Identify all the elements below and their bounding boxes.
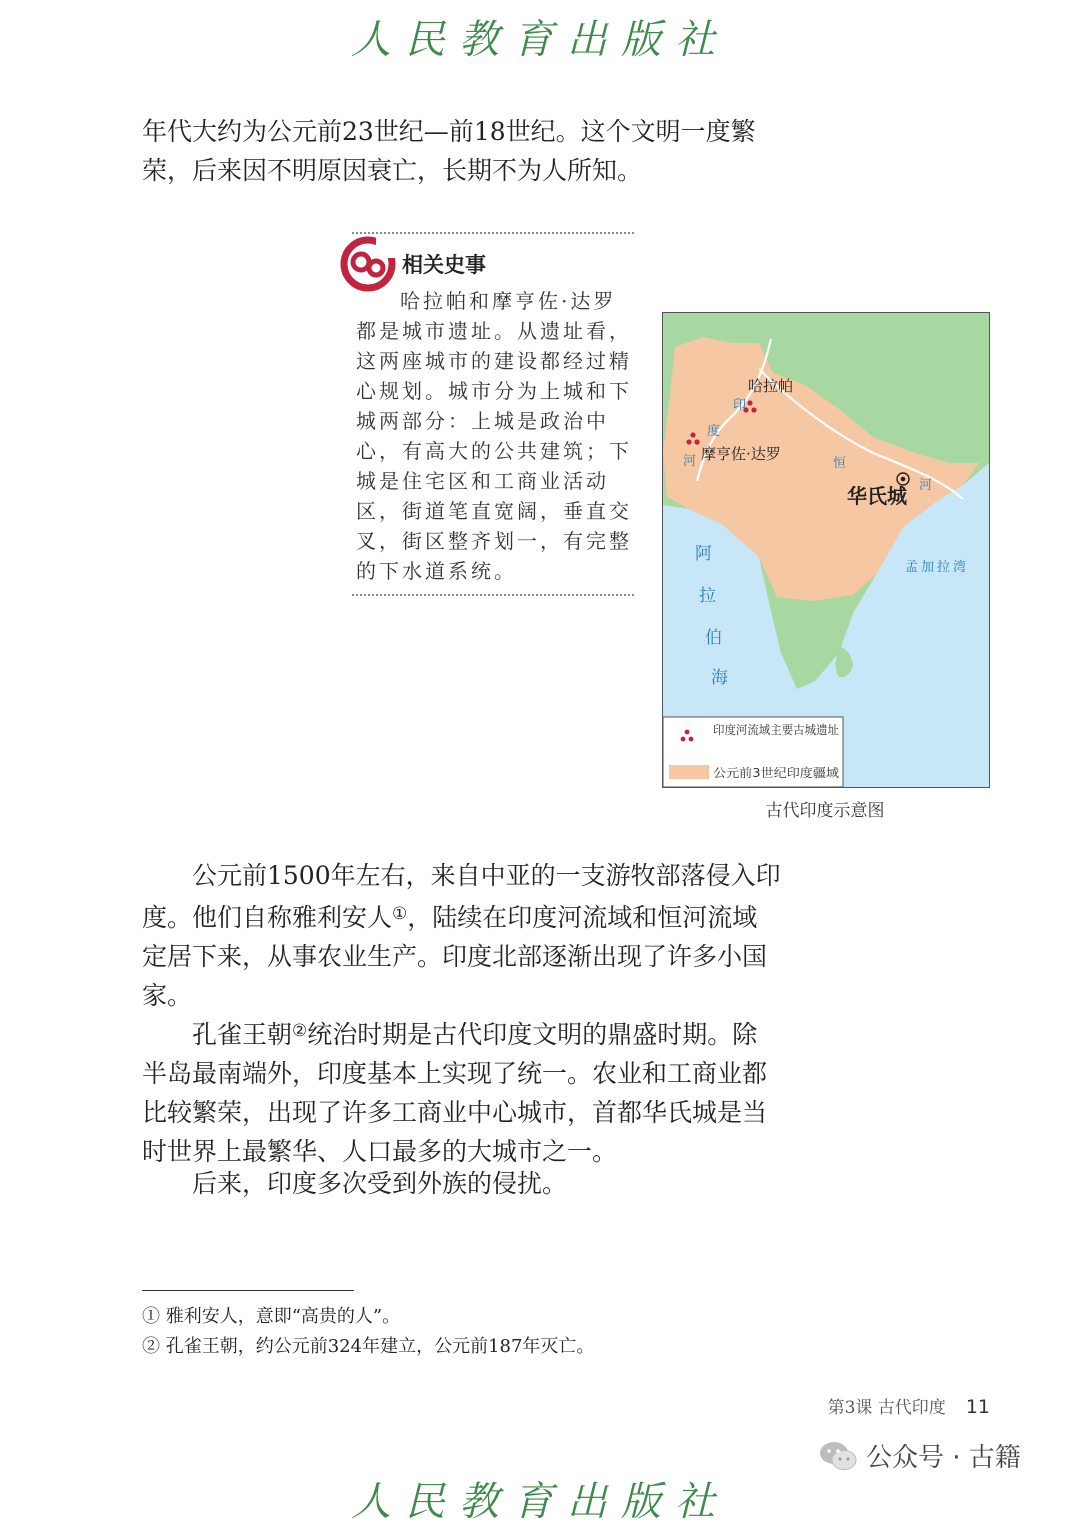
label-indus-1: 印 bbox=[733, 398, 747, 413]
page-footer bbox=[760, 1393, 990, 1418]
legend-territory-label: 公元前3世纪印度疆域 bbox=[713, 766, 829, 780]
footnote-divider bbox=[142, 1290, 354, 1291]
paragraph-4: 后来，印度多次受到外族的侵扰。 bbox=[192, 1169, 568, 1198]
paragraph-1: 年代大约为公元前23世纪—前18世纪。这个文明一度繁荣，后来因不明原因衰亡，长期不为人所知。 bbox=[142, 117, 756, 185]
sidebar-text: 哈拉帕和摩亨佐·达罗都是城市遗址。从遗址看，这两座城市的建设都经过精心规划。城市分为上城和下城两部分：上城是政治中心，有高大的公共建筑；下城是住宅区和工商业活动区，街道笔直宽阔，垂直交叉，街区整齐划一，有完整的下水道系统。 bbox=[356, 289, 632, 583]
label-arabian-4: 海 bbox=[711, 668, 728, 688]
lesson-title: 第3课 古代印度 bbox=[827, 1398, 946, 1418]
related-history-icon bbox=[340, 236, 396, 292]
label-ganges-2: 河 bbox=[919, 478, 933, 493]
footnote-ref-1[interactable]: ① bbox=[392, 904, 408, 924]
ancient-india-map bbox=[662, 312, 990, 788]
label-arabian-3: 伯 bbox=[705, 628, 722, 648]
wechat-watermark bbox=[818, 1437, 1021, 1474]
sidebar-top-divider bbox=[352, 232, 634, 234]
label-ganges-1: 恒 bbox=[833, 456, 847, 471]
paragraph-2: 公元前1500年左右，来自中亚的一支游牧部落侵入印度。他们自称雅利安人①，陆续在印度河流域和恒河流域定居下来，从事农业生产。印度北部逐渐出现了许多小国家。 bbox=[142, 861, 781, 1010]
label-bay-of-bengal: 孟加拉湾 bbox=[905, 560, 970, 575]
map-legend bbox=[663, 717, 846, 787]
sidebar-bottom-divider bbox=[352, 594, 634, 596]
page-number: 11 bbox=[965, 1396, 990, 1418]
label-indus-2: 度 bbox=[707, 424, 721, 439]
publisher-logo-top: 人民教育出版社 bbox=[351, 17, 729, 63]
label-pataliputra: 华氏城 bbox=[847, 484, 907, 508]
label-mohenjodaro: 摩亨佐·达罗 bbox=[701, 445, 781, 463]
label-arabian-1: 阿 bbox=[695, 544, 712, 564]
wechat-watermark-text: 公众号 · 古籍 bbox=[866, 1443, 1021, 1473]
legend-territory-swatch bbox=[669, 765, 709, 779]
publisher-logo-bottom: 人民教育出版社 bbox=[351, 1479, 729, 1525]
legend-sites-label: 印度河流域主要古城遗址 bbox=[713, 723, 846, 737]
label-harappa: 哈拉帕 bbox=[748, 377, 794, 395]
label-arabian-2: 拉 bbox=[699, 586, 716, 606]
footnote-ref-2[interactable]: ② bbox=[292, 1021, 308, 1041]
label-indus-3: 河 bbox=[683, 454, 697, 469]
wechat-icon bbox=[818, 1439, 858, 1473]
paragraph-3: 孔雀王朝②统治时期是古代印度文明的鼎盛时期。除半岛最南端外，印度基本上实现了统一。农业和工商业都比较繁荣，出现了许多工商业中心城市，首都华氏城是当时世界上最繁华、人口最多的大城市之一。 bbox=[142, 1020, 768, 1166]
footnote-1: ① 雅利安人，意即“高贵的人”。 bbox=[142, 1306, 401, 1327]
sidebar-title: 相关史事 bbox=[402, 253, 486, 277]
footnote-2: ② 孔雀王朝，约公元前324年建立，公元前187年灭亡。 bbox=[142, 1336, 595, 1357]
map-caption: 古代印度示意图 bbox=[765, 801, 885, 821]
